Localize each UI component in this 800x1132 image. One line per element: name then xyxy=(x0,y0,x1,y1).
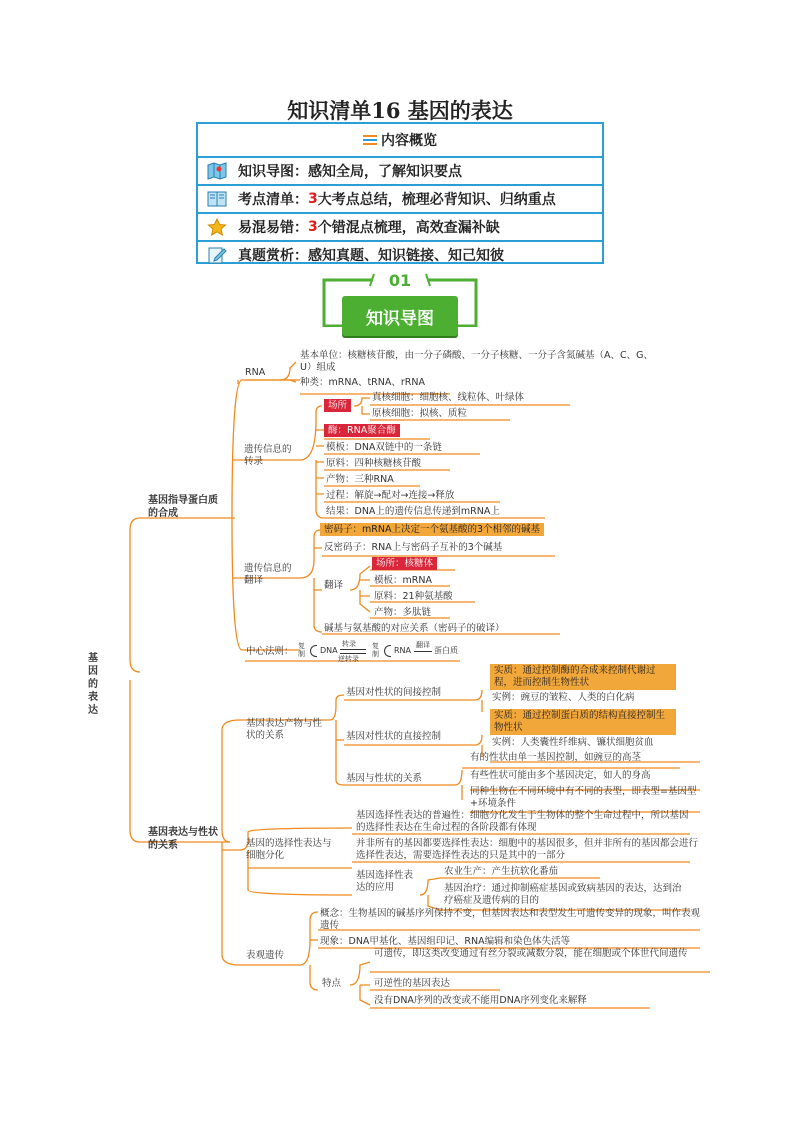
node-sel-agriculture: 农业生产：产生抗软化番茄 xyxy=(444,866,559,877)
node-tl-product: 产物：多肽链 xyxy=(374,607,432,618)
branch-expression-trait: 基因表达与性状的关系 xyxy=(148,827,218,851)
node-relation-single: 有的性状由单一基因控制，如豌豆的高茎 xyxy=(470,752,642,763)
node-epi-reversible: 可逆性的基因表达 xyxy=(374,978,451,989)
node-enzyme: 酶：RNA聚合酶 xyxy=(324,425,400,437)
node-indirect-essence: 实质：通过控制酶的合成来控制代谢过程，进而控制生物性状 xyxy=(490,664,676,690)
node-anticodon: 反密码子：RNA上与密码子互补的3个碱基 xyxy=(324,542,503,553)
node-result: 结果：DNA上的遗传信息传递到mRNA上 xyxy=(326,506,500,517)
overview-row-star: 易混易错： 3 个错混点梳理，高效查漏补缺 xyxy=(198,214,602,242)
node-relation-env: 同种生物在不同环境中有不同的表型，即表型=基因型+环境条件 xyxy=(470,786,697,809)
node-sel-therapy: 基因治疗：通过抑制癌症基因或致病基因的表达，达到治疗癌症及遗传病的目的 xyxy=(444,883,682,906)
node-direct-essence: 实质：通过控制蛋白质的结构直接控制生物性状 xyxy=(490,709,676,735)
node-direct-control: 基因对性状的直接控制 xyxy=(346,731,442,742)
node-tl-relation: 碱基与氨基酸的对应关系（密码子的破译） xyxy=(324,623,505,634)
node-tl-template: 模板：mRNA xyxy=(374,575,432,586)
node-product-trait: 基因表达产物与性状的关系 xyxy=(246,718,323,741)
overview-row-map: 知识导图：感知全局，了解知识要点 xyxy=(198,158,602,186)
node-indirect-control: 基因对性状的间接控制 xyxy=(346,687,442,698)
overview-heading: 内容概览 xyxy=(198,124,602,158)
node-central-dogma: 中心法则： xyxy=(246,646,294,657)
node-process: 过程：解旋→配对→连接→释放 xyxy=(326,490,455,501)
node-rna-kind: 种类：mRNA、tRNA、rRNA xyxy=(300,377,426,388)
overview-row-book: 考点清单： 3 大考点总结，梳理必背知识、归纳重点 xyxy=(198,186,602,214)
node-gene-trait-relation: 基因与性状的关系 xyxy=(346,773,423,784)
node-place-eukaryote: 真核细胞：细胞核、线粒体、叶绿体 xyxy=(372,392,525,403)
node-sel-universality: 基因选择性表达的普遍性：细胞分化发生于生物体的整个生命过程中，所以基因的选择性表达在生命过程的各阶段都有体现 xyxy=(356,810,689,833)
node-direct-example: 实例：人类囊性纤维病、镰状细胞贫血 xyxy=(492,737,654,748)
banner-number: 01 xyxy=(388,271,412,290)
mindmap-root: 基因的表达 xyxy=(88,653,98,716)
node-epigenetics: 表观遗传 xyxy=(246,950,285,961)
node-sel-not-all: 并非所有的基因都要选择性表达：细胞中的基因很多，但并非所有的基因都会进行选择性表达，需要选择性表达的只是其中的一部分 xyxy=(356,838,699,861)
node-selective-expression: 基因的选择性表达与细胞分化 xyxy=(246,838,332,861)
node-relation-multiple: 有些性状可能由多个基因决定，如人的身高 xyxy=(470,770,651,781)
node-epi-feature: 特点 xyxy=(322,978,342,989)
node-indirect-example: 实例：豌豆的皱粒、人类的白化病 xyxy=(492,692,635,703)
node-sel-application: 基因选择性表达的应用 xyxy=(356,870,414,893)
overview-row-edit: 真题赏析：感知真题、知识链接、知己知彼 xyxy=(198,242,602,268)
node-translation-label: 翻译 xyxy=(324,580,344,591)
node-epi-phenomenon: 现象：DNA甲基化、基因组印记、RNA编辑和染色体失活等 xyxy=(320,936,571,947)
node-epi-heritable: 可遗传，即这类改变通过有丝分裂或减数分裂，能在细胞或个体世代间遗传 xyxy=(374,948,688,959)
node-codon: 密码子：mRNA上决定一个氨基酸的3个相邻的碱基 xyxy=(320,524,544,536)
page-title: 知识清单16 基因的表达 xyxy=(287,98,513,123)
node-place-prokaryote: 原核细胞：拟核、质粒 xyxy=(372,408,468,419)
node-epi-concept: 概念：生物基因的碱基序列保持不变，但基因表达和表型发生可遗传变异的现象，叫作表观遗传 xyxy=(320,908,701,931)
branch-protein-synthesis: 基因指导蛋白质的合成 xyxy=(148,495,218,519)
node-epi-no-sequence-change: 没有DNA序列的改变或不能用DNA序列变化来解释 xyxy=(374,995,587,1006)
node-place: 场所 xyxy=(324,400,351,412)
node-transcription: 遗传信息的转录 xyxy=(244,444,292,467)
node-rna: RNA xyxy=(245,367,266,378)
node-tl-material: 原料：21种氨基酸 xyxy=(374,591,453,602)
node-product: 产物：三种RNA xyxy=(326,474,394,485)
node-template: 模板：DNA双链中的一条链 xyxy=(326,442,442,453)
banner-label: 知识导图 xyxy=(342,296,458,336)
node-tl-place: 场所：核糖体 xyxy=(372,558,437,570)
node-rna-basic: 基本单位：核糖核苷酸，由一分子磷酸、一分子核糖、一分子含氮碱基（A、C、G、U）组成 xyxy=(300,350,653,373)
node-material: 原料：四种核糖核苷酸 xyxy=(326,458,422,469)
node-translation: 遗传信息的翻译 xyxy=(244,563,292,586)
